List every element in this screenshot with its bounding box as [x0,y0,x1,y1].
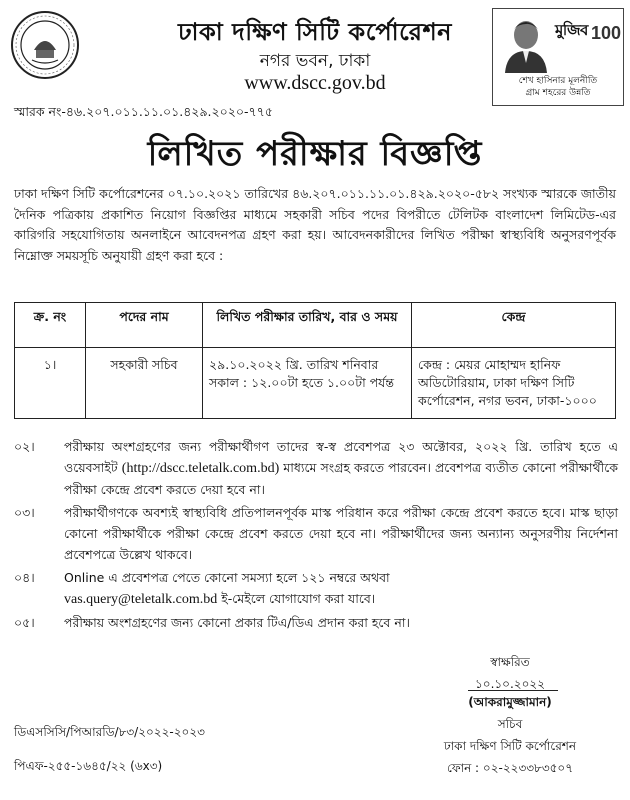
cell-center: কেন্দ্র : মেয়র মোহাম্মদ হানিফ অডিটোরিয়াম, ঢাকা দক্ষিণ সিটি কর্পোরেশন, নগর ভবন, ঢাকা-১০০০ [412,348,616,419]
signatory-phone: ফোন : ০২-২২৩৩৮৩৫০৭ [446,761,574,775]
notice-title: লিখিত পরীক্ষার বিজ্ঞপ্তি [147,134,483,174]
table-header-row [15,303,616,348]
table-row [15,348,616,419]
signature-divider [468,690,558,691]
item-text: ই-মেইলে যোগাযোগ করা যাবে। [221,591,376,606]
emblem-badge: মুজিব [555,21,588,39]
list-item [14,567,618,610]
signatory-organization: ঢাকা দক্ষিণ সিটি কর্পোরেশন [443,739,577,753]
item-number: ০৪। [14,570,35,585]
portrait-icon [501,15,551,73]
header-post: পদের নাম [86,303,203,348]
cell-serial: ১। [15,348,86,419]
header-serial: ক্র. নং [15,303,86,348]
list-item [14,502,618,565]
exam-schedule-table [14,302,616,419]
item-text: পরীক্ষার্থীগণকে অবশ্যই স্বাস্থ্যবিধি প্রতিপালনপূর্বক মাস্ক পরিধান করে পরীক্ষা কেন্দ্রে প্রবেশ করতে হবে। মাস্ক ছাড়া কোনো পরীক্ষার্থীকে পরীক্ষা কেন্দ্রে প্রবেশ করতে দেয়া হবে না। পরীক্ষার্থীদের জন্য অন্যান্য অনুসরণীয় নির্দেশনা প্রবেশপত্রে উল্লেখ থাকবে। [64,505,618,562]
list-item [14,436,618,500]
item-text: Online এ প্রবেশপত্র পেতে কোনো সমস্যা হলে ১২১ নম্বরে অথবা [64,570,390,585]
header-center: কেন্দ্র [412,303,616,348]
organization-name: ঢাকা দক্ষিণ সিটি কর্পোরেশন [177,18,452,46]
emblem-caption-line-2: গ্রাম শহরের উন্নতি [525,88,591,98]
email-link[interactable]: vas.query@teletalk.com.bd [64,592,218,607]
cell-schedule: ২৯.১০.২০২২ খ্রি. তারিখ শনিবার সকাল : ১২.০০টা হতে ১.০০টা পর্যন্ত [203,348,412,419]
organization-website: www.dscc.gov.bd [244,72,386,94]
signed-label: স্বাক্ষরিত [490,655,530,669]
cell-post: সহকারী সচিব [86,348,203,419]
emblem-number: 100 [591,23,622,43]
mujib-emblem [492,8,624,106]
signatory-name: (আকরামুজ্জামান) [468,695,552,709]
item-number: ০৫। [14,615,35,630]
emblem-caption-line-1: শেখ হাসিনার মূলনীতি [518,76,598,86]
item-text: মাধ্যমে সংগ্রহ করতে পারবেন। প্রবেশপত্র ব্যতীত কোনো পরীক্ষার্থীকে পরীক্ষা কেন্দ্রে প্রবেশ করতে দেয়া হবে না। [64,460,618,497]
signatory-post: সচিব [497,717,523,731]
list-item [14,612,618,633]
signature-date: ১০.১০.২০২২ [474,677,546,691]
header-schedule: লিখিত পরীক্ষার তারিখ, বার ও সময় [203,303,412,348]
footer-reference: ডিএসসিসি/পিআরডি/৮৩/২০২২-২০২৩ [14,725,205,739]
item-number: ০২। [14,439,35,454]
emblem-caption [493,75,623,99]
intro-paragraph: ঢাকা দক্ষিণ সিটি কর্পোরেশনের ০৭.১০.২০২১ তারিখের ৪৬.২০৭.০১১.১১.০১.৪২৯.২০২০-৫৮২ সংখ্যক স্মারকে জাতীয় দৈনিক পত্রিকায় প্রকাশিত নিয়োগ বিজ্ঞপ্তির মাধ্যমে সহকারী সচিব পদের বিপরীতে টেলিটক বাংলাদেশ লিমিটেড-এর কারিগরি সহযোগিতায় অনলাইনে আবেদনপত্র গ্রহণ করা হয়। আবেদনকারীদের লিখিত পরীক্ষা স্বাস্থ্যবিধি অনুসরণপূর্বক নিম্নোক্ত সময়সূচি অনুযায়ী গ্রহণ করা হবে : [14,186,616,263]
item-number: ০৩। [14,505,35,520]
item-text: পরীক্ষায় অংশগ্রহণের জন্য পরীক্ষার্থীগণ তাদের স্ব-স্ব প্রবেশপত্র ২৩ অক্টোবর, ২০২২ খ্রি. তারিখ হতে এ ওয়েবসাইট [64,439,618,475]
item-text: পরীক্ষায় অংশগ্রহণের জন্য কোনো প্রকার টিএ/ডিএ প্রদান করা হবে না। [64,615,410,630]
memo-number: স্মারক নং-৪৬.২০৭.০১১.১১.০১.৪২৯.২০২০-৭৭৫ [14,104,273,119]
organization-address: নগর ভবন, ঢাকা [259,51,371,71]
footer-pf-code: পিএফ-২৫৫-১৬৪৫/২২ (৬x৩) [14,759,163,773]
instruction-list [14,436,618,635]
website-link[interactable]: (http://dscc.teletalk.com.bd) [121,461,280,476]
